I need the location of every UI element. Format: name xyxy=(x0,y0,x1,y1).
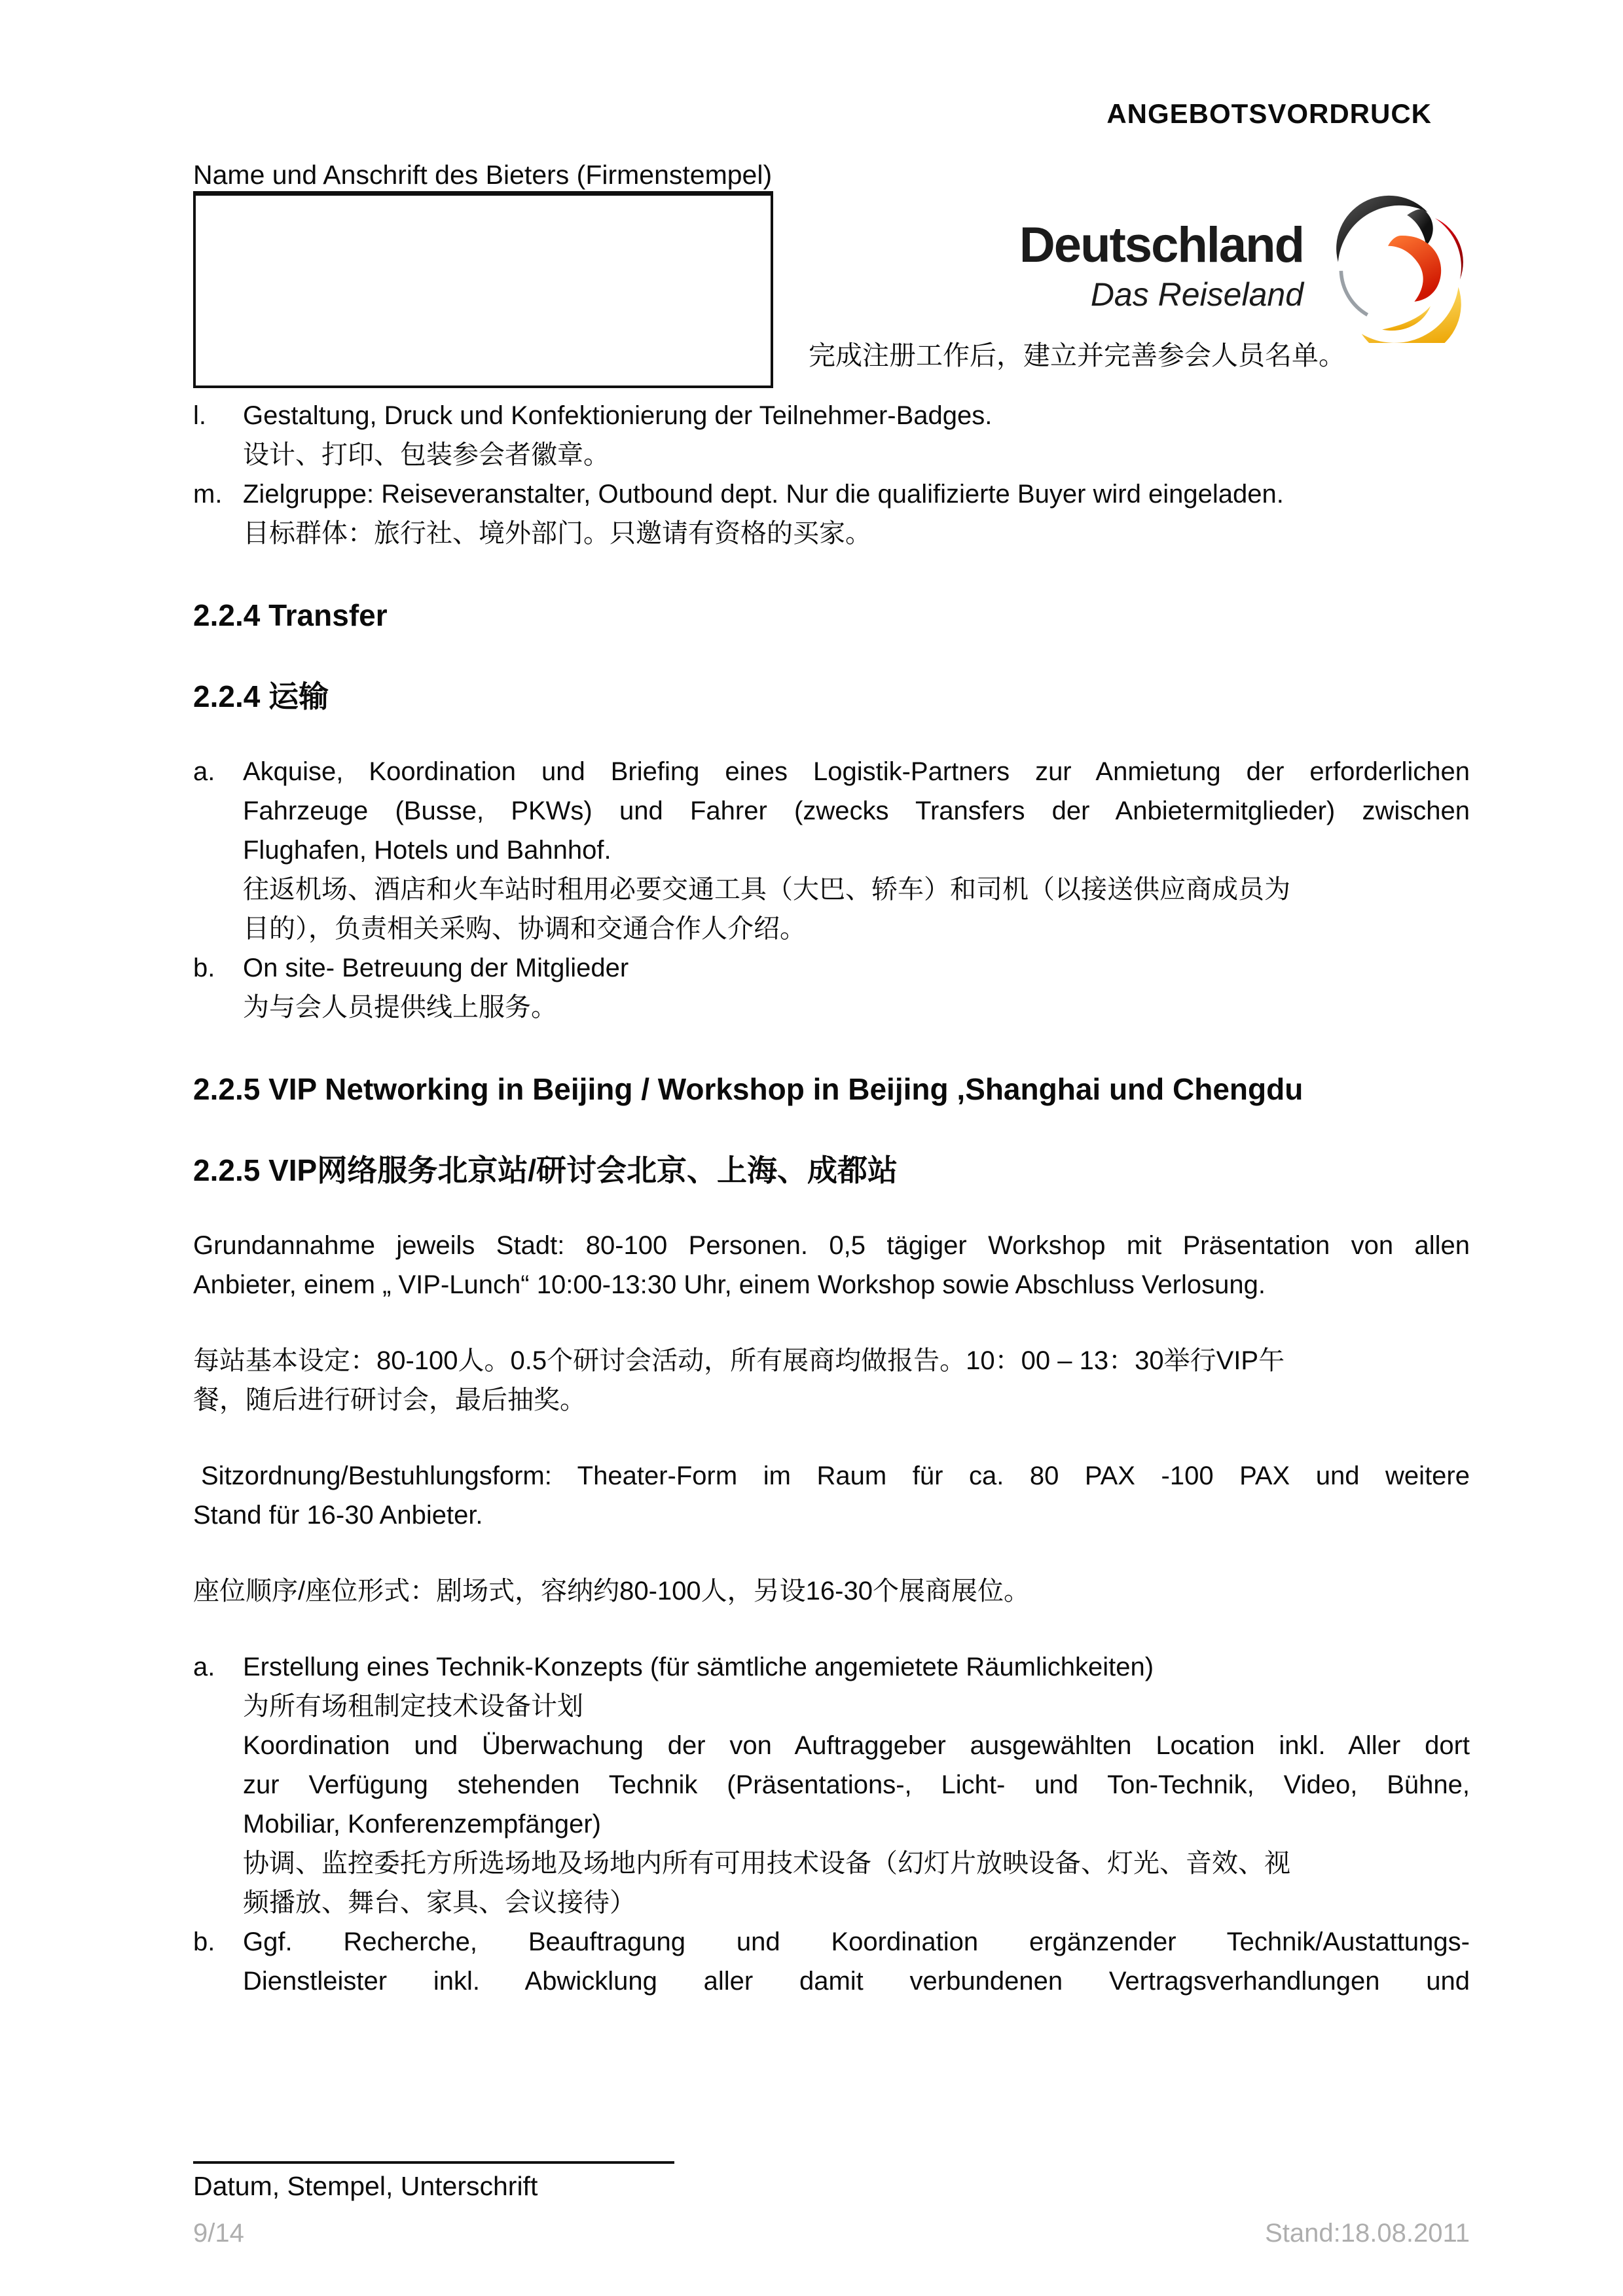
text-line-de: Fahrzeuge (Busse, PKWs) und Fahrer (zwecks Transfers der Anbietermitglieder) zwischen xyxy=(243,797,1470,825)
list-item-technik-a xyxy=(193,1647,1470,1922)
text-line-cn: 协调、监控委托方所选场地及场地内所有可用技术设备（幻灯片放映设备、灯光、音效、视 xyxy=(243,1849,1290,1878)
text-line-cn: 往返机场、酒店和火车站时租用必要交通工具（大巴、轿车）和司机（以接送供应商成员为 xyxy=(243,875,1290,904)
deutschland-tourism-swirl-icon xyxy=(1321,188,1467,343)
list-item-l xyxy=(193,396,1470,475)
paragraph-seating-de xyxy=(193,1456,1470,1535)
page-footer xyxy=(193,2217,1470,2249)
text-line-de: On site- Betreuung der Mitglieder xyxy=(243,954,629,982)
paragraph-seating-cn xyxy=(193,1571,1470,1611)
paragraph-grundannahme-de xyxy=(193,1226,1470,1304)
document-header xyxy=(193,98,1470,396)
deutschland-logo xyxy=(1019,188,1467,343)
document-content xyxy=(193,98,1470,2001)
list-marker: a. xyxy=(193,757,215,786)
section-heading-vip-cn: 2.2.5 VIP网络服务北京站/研讨会北京、上海、成都站 xyxy=(193,1153,898,1187)
logo-text-block xyxy=(1019,188,1304,313)
list-marker: b. xyxy=(193,1928,215,1956)
list-item-technik-b xyxy=(193,1922,1470,2001)
signature-label: Datum, Stempel, Unterschrift xyxy=(193,2171,538,2201)
list-marker: a. xyxy=(193,1653,215,1681)
form-title: ANGEBOTSVORDRUCK xyxy=(1106,98,1432,129)
text-line-de: Sitzordnung/Bestuhlungsform: Theater-Form im Raum für ca. 80 PAX -100 PAX und weitere xyxy=(201,1462,1470,1490)
signature-block xyxy=(193,2161,674,2203)
logo-wordmark: Deutschland xyxy=(1019,217,1304,273)
text-line-cn: 设计、打印、包装参会者徽章。 xyxy=(243,440,610,469)
text-line-de: Akquise, Koordination und Briefing eines Logistik-Partners zur Anmietung der erforderlichen xyxy=(243,757,1470,786)
text-line-de: Erstellung eines Technik-Konzepts (für sämtliche angemietete Räumlichkeiten) xyxy=(243,1653,1154,1681)
text-line-de: Gestaltung, Druck und Konfektionierung der Teilnehmer-Badges. xyxy=(243,401,993,430)
section-heading-vip-de: 2.2.5 VIP Networking in Beijing / Workshop in Beijing ,Shanghai und Chengdu xyxy=(193,1072,1304,1106)
bidder-box-label: Name und Anschrift des Bieters (Firmenstempel) xyxy=(193,160,773,190)
section-heading-transfer-de: 2.2.4 Transfer xyxy=(193,598,388,632)
version-note: Stand:18.08.2011 xyxy=(1265,2219,1470,2248)
text-line-cn: 餐，随后进行研讨会，最后抽奖。 xyxy=(193,1386,586,1414)
paragraph-grundannahme-cn xyxy=(193,1341,1470,1420)
text-line-de: Anbieter, einem „ VIP-Lunch“ 10:00-13:30 Uhr, einem Workshop sowie Abschluss Verlosung. xyxy=(193,1270,1266,1299)
section-heading-transfer-cn: 2.2.4 运输 xyxy=(193,679,329,713)
list-item-transfer-b xyxy=(193,948,1470,1027)
text-line-de: Mobiliar, Konferenzempfänger) xyxy=(243,1810,601,1839)
text-line-cn: 每站基本设定：80-100人。0.5个研讨会活动，所有展商均做报告。10：00 – 13：30举行VIP午 xyxy=(193,1346,1285,1375)
text-line-cn: 为所有场租制定技术设备计划 xyxy=(243,1692,583,1721)
text-line-de: Grundannahme jeweils Stadt: 80-100 Personen. 0,5 tägiger Workshop mit Präsentation von allen xyxy=(193,1231,1470,1260)
registration-note-cn: 完成注册工作后，建立并完善参会人员名单。 xyxy=(809,340,1345,370)
signature-line xyxy=(193,2161,674,2164)
text-line-de: Ggf. Recherche, Beauftragung und Koordination ergänzender Technik/Austattungs- xyxy=(243,1928,1470,1956)
list-item-transfer-a xyxy=(193,752,1470,948)
text-line-de: Dienstleister inkl. Abwicklung aller damit verbundenen Vertragsverhandlungen und xyxy=(243,1967,1470,1996)
bidder-stamp-box xyxy=(193,191,773,388)
text-line-de: Stand für 16-30 Anbieter. xyxy=(193,1501,483,1530)
logo-tagline: Das Reiseland xyxy=(1090,276,1304,313)
text-line-cn: 频播放、舞台、家具、会议接待） xyxy=(243,1888,636,1917)
text-line-cn: 为与会人员提供线上服务。 xyxy=(243,993,557,1022)
list-item-m xyxy=(193,475,1470,553)
text-line-de: zur Verfügung stehenden Technik (Präsentations-, Licht- und Ton-Technik, Video, Bühne, xyxy=(243,1770,1470,1799)
page-number: 9/14 xyxy=(193,2219,244,2248)
list-marker: l. xyxy=(193,401,206,430)
text-line-cn: 目的），负责相关采购、协调和交通合作人介绍。 xyxy=(243,914,806,943)
list-marker: m. xyxy=(193,480,223,509)
text-line-de: Flughafen, Hotels und Bahnhof. xyxy=(243,836,611,865)
text-line-de: Zielgruppe: Reiseveranstalter, Outbound dept. Nur die qualifizierte Buyer wird eingeladen. xyxy=(243,480,1284,509)
text-line-cn: 座位顺序/座位形式：剧场式，容纳约80-100人，另设16-30个展商展位。 xyxy=(193,1577,1030,1605)
text-line-cn: 目标群体：旅行社、境外部门。只邀请有资格的买家。 xyxy=(243,519,871,548)
list-marker: b. xyxy=(193,954,215,982)
text-line-de: Koordination und Überwachung der von Auftraggeber ausgewählten Location inkl. Aller dort xyxy=(243,1731,1470,1760)
